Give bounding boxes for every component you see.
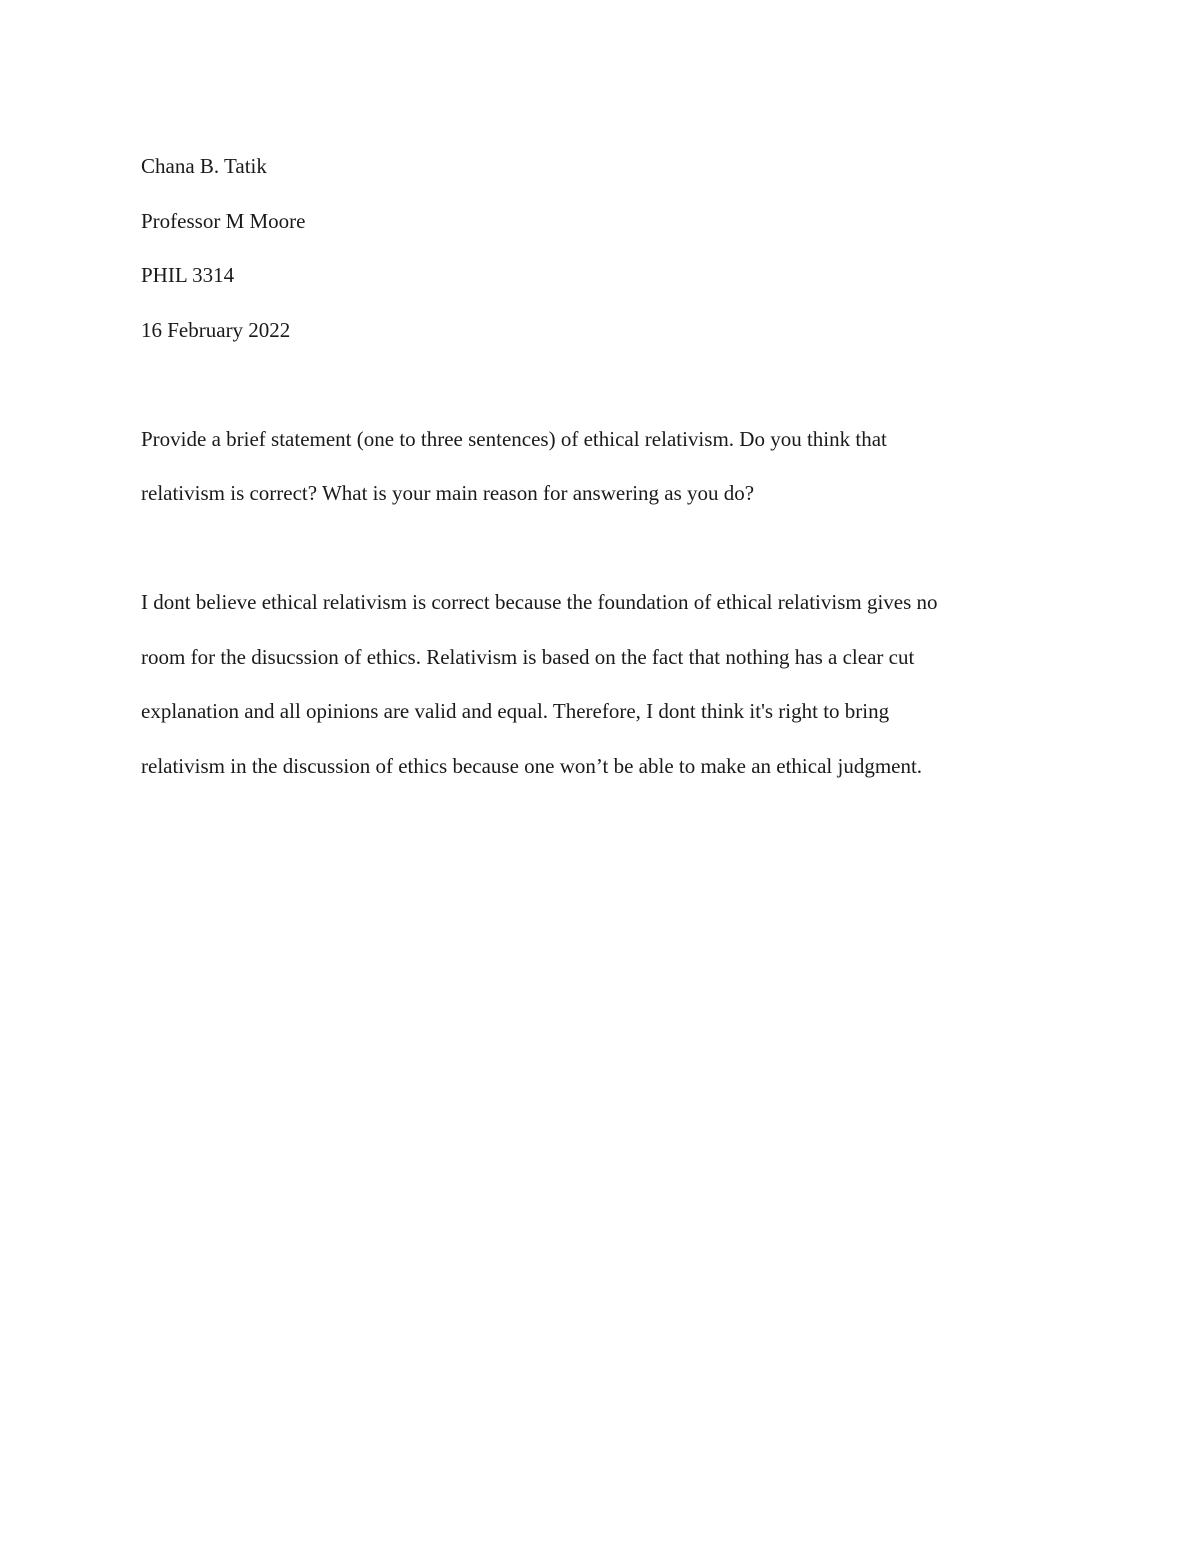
course-code: PHIL 3314 <box>141 263 235 287</box>
professor-name: Professor M Moore <box>141 208 306 233</box>
heading-block <box>141 139 1061 357</box>
response-paragraph <box>141 575 1061 793</box>
assignment-date: 16 February 2022 <box>141 317 291 342</box>
spacer <box>141 521 1061 576</box>
spacer <box>141 357 1061 412</box>
student-name: Chana B. Tatik <box>141 154 267 178</box>
response-line: I dont believe ethical relativism is correct because the foundation of ethical relativism gives no <box>141 590 938 614</box>
prompt-paragraph <box>141 412 1061 521</box>
prompt-line: relativism is correct? What is your main reason for answering as you do? <box>141 481 755 505</box>
response-line: explanation and all opinions are valid and equal. Therefore, I dont think it's right to bring <box>141 699 890 723</box>
prompt-line: Provide a brief statement (one to three sentences) of ethical relativism. Do you think that <box>141 426 887 451</box>
document-body <box>141 139 1061 793</box>
response-line: room for the disucssion of ethics. Relativism is based on the fact that nothing has a clear cut <box>141 644 915 669</box>
response-line: relativism in the discussion of ethics because one won’t be able to make an ethical judgment. <box>141 753 923 778</box>
